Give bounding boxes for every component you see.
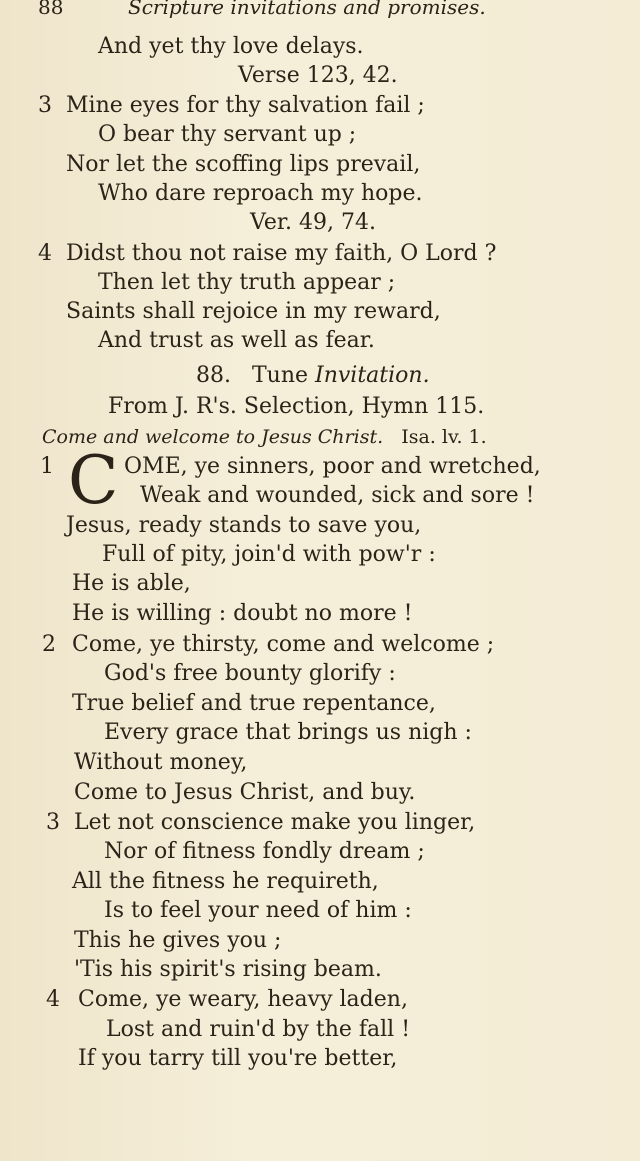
scripture-reference: Isa. lv. 1. bbox=[401, 426, 487, 448]
verse-line: Come, ye weary, heavy laden, bbox=[78, 987, 408, 1012]
verse-line: Weak and wounded, sick and sore ! bbox=[140, 483, 535, 508]
hymn-number: 88. bbox=[196, 363, 231, 388]
verse-line: If you tarry till you're better, bbox=[78, 1046, 398, 1071]
verse-line: OME, ye sinners, poor and wretched, bbox=[124, 454, 541, 479]
verse-line: Full of pity, join'd with pow'r : bbox=[102, 542, 436, 567]
verse-line: Nor of fitness fondly dream ; bbox=[104, 839, 425, 864]
verse-line: Let not conscience make you linger, bbox=[74, 810, 476, 835]
verse-line: Jesus, ready stands to save you, bbox=[66, 513, 422, 538]
verse-line: Mine eyes for thy salvation fail ; bbox=[66, 93, 425, 118]
tune-label: Tune bbox=[251, 363, 309, 388]
verse-line: Lost and ruin'd by the fall ! bbox=[106, 1017, 411, 1042]
verse-line: True belief and true repentance, bbox=[72, 691, 436, 716]
verse-line: Who dare reproach my hope. bbox=[98, 181, 423, 206]
verse-line: Saints shall rejoice in my reward, bbox=[66, 299, 441, 324]
verse-line: Is to feel your need of him : bbox=[104, 898, 412, 923]
stanza-number: 4 bbox=[46, 987, 60, 1012]
stanza-number: 3 bbox=[46, 810, 60, 835]
verse-line: Then let thy truth appear ; bbox=[98, 270, 396, 295]
verse-line: And trust as well as fear. bbox=[98, 328, 375, 353]
verse-line: And yet thy love delays. bbox=[98, 34, 364, 59]
verse-line: All the fitness he requireth, bbox=[72, 869, 379, 894]
running-title: Scripture invitations and promises. bbox=[128, 0, 486, 19]
verse-line: Didst thou not raise my faith, O Lord ? bbox=[66, 241, 497, 266]
page-number: 88 bbox=[38, 0, 64, 19]
verse-line: Nor let the scoffing lips prevail, bbox=[66, 152, 421, 177]
stanza-number: 3 bbox=[38, 93, 52, 118]
verse-line: He is willing : doubt no more ! bbox=[72, 601, 413, 626]
verse-line: Without money, bbox=[74, 750, 248, 775]
verse-line: This he gives you ; bbox=[74, 928, 282, 953]
verse-line: He is able, bbox=[72, 571, 191, 596]
verse-line: O bear thy servant up ; bbox=[98, 122, 357, 147]
drop-cap: C bbox=[68, 442, 119, 519]
stanza-number: 2 bbox=[42, 632, 56, 657]
verse-reference: Verse 123, 42. bbox=[238, 63, 398, 88]
hymn-heading bbox=[196, 362, 430, 390]
verse-line: Every grace that brings us nigh : bbox=[104, 720, 472, 745]
verse-line: God's free bounty glorify : bbox=[104, 661, 396, 686]
verse-reference: Ver. 49, 74. bbox=[250, 210, 376, 235]
verse-line: Come, ye thirsty, come and welcome ; bbox=[72, 632, 495, 657]
stanza-number: 1 bbox=[40, 454, 54, 479]
hymn-source: From J. R's. Selection, Hymn 115. bbox=[108, 394, 485, 419]
tune-name: Invitation. bbox=[315, 363, 430, 388]
verse-line: 'Tis his spirit's rising beam. bbox=[74, 957, 382, 982]
verse-line: Come to Jesus Christ, and buy. bbox=[74, 780, 416, 805]
hymn-subtitle: Come and welcome to Jesus Christ. bbox=[42, 426, 384, 448]
stanza-number: 4 bbox=[38, 241, 52, 266]
